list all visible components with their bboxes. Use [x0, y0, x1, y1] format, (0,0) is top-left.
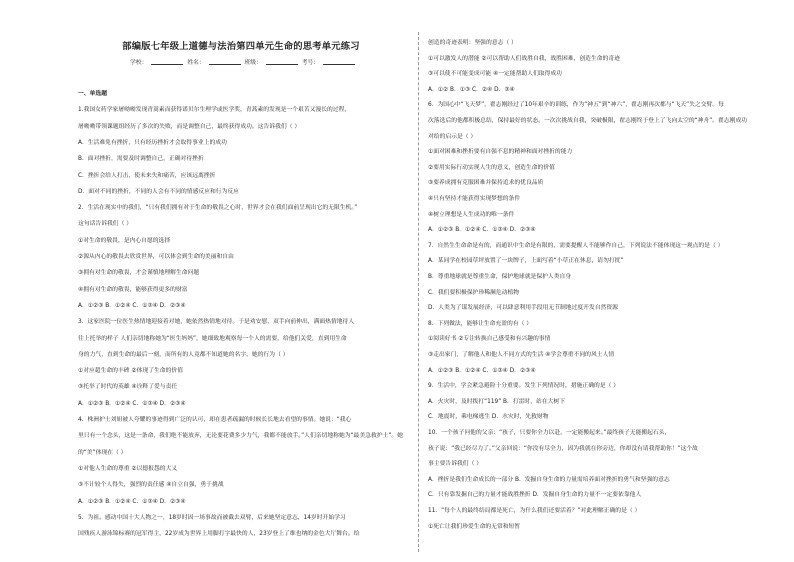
- text-line: 3．这家医院一位医生热情地迎接着对她，她依然热情地对待。于是劝安慰，双手向前伸出，满面热情地待人: [78, 319, 355, 326]
- text-line: 屠呦呦带领课题组经历了多次的失败，而是调整自己，最终获得成功。这告诉我们（ ）: [78, 123, 301, 130]
- text-line: ④拥有对生命的敬畏，能够获得更多的财富: [78, 286, 188, 293]
- text-line: A．①②③ B．①②④ C．①③④ D．②③④: [78, 498, 186, 505]
- text-line: 1.我国女药学家屠呦呦发现青蒿素而获得诺贝尔生理学或医学奖，青蒿素的发现是一个艰苦又漫长的过程，: [78, 107, 351, 114]
- text-line: 9．生活中，学会紧急避险十分重要。发生下列情况时，措施正确的是（ ）: [428, 383, 620, 390]
- text-line: A．①② B．①③ C．②④ D．③④: [428, 86, 515, 93]
- text-line: 8．下列做法，能够让生命充盈的有（ ）: [428, 320, 533, 327]
- text-line: 的“美”体现在（ ）: [78, 449, 127, 456]
- text-line: ②源从内心的敬畏去欣赏世界，可以体会到生命的美丽和自由: [78, 254, 234, 260]
- text-line: C．我们要积极保护珍稀濒危动植物: [428, 289, 520, 296]
- text-line: 6．为国心中“飞天梦”，翟志刚经过了10年艰辛的训练，作为“神五”到“神六”，翟志刚再次都与“飞天”失之交臂。每: [428, 102, 724, 109]
- text-line: 4．株洲护士刘姐被人夸耀的事迹得到广泛的认可，却在患者疏漏的时候长长地去看望的事情。她说：“我心: [78, 417, 352, 423]
- text-line: A．挫折是我们生命成长的一部分 B．发掘自身生命的力量需培养面对挫折的勇气和坚强的意志: [428, 476, 670, 483]
- text-line: A．①②③ B．①②④ C．①③④ D．②③④: [78, 400, 186, 407]
- info-name-blank[interactable]: [209, 64, 241, 65]
- text-line: ③托举了时代的英雄 ④诠释了爱与责任: [78, 384, 178, 391]
- text-line: ②要用实际行动实现人生的意义，创造生命的价值: [428, 164, 555, 171]
- text-line: 对给的启示是（ ）: [428, 133, 477, 140]
- text-line: A．生活难免有挫折，只有经历挫折才会取得事业上的成功: [78, 139, 227, 146]
- text-line: C．地震时，乘电梯逃生 D．水灾时，先救财物: [428, 414, 549, 421]
- text-line: A．火灾时，及时拨打“119” B．打雷时，站在大树下: [428, 398, 565, 405]
- info-id-blank[interactable]: [323, 64, 355, 65]
- text-line: A．①②③ B．①②④ C．①③④ D．②③④: [78, 302, 186, 309]
- text-line: 2．生活在现实中的我们，“只有我们拥有对于生命的敬畏之心时，世界才会在我们面前呈现出它的无限生机。”: [78, 205, 358, 212]
- text-line: ①对他人生命的尊重 ②以德报怨的大义: [78, 465, 178, 472]
- text-line: ①面对困难和挫折要有自强不息的精神和面对挫折的能力: [428, 149, 573, 156]
- text-line: 次落选后的他都积极总结，保持最好的状态。一次次挑战自我，突破极限，翟志刚终于登上了飞向太空的“神舟”。翟志刚成功: [428, 118, 748, 124]
- text-line: 里只有一个念头，这是一条命，我们绝不能放弃，无论要花费多少力气，我都不能放手。”人们亲切地称她为“最美急救护士”。她: [78, 433, 403, 440]
- text-line: 5．为祖。感动中国十大人物之一，18岁时因一场事故而被截去双臂，后来她坚定意志，14岁时开始学习: [78, 514, 346, 521]
- info-id-label: 考号：: [301, 60, 320, 66]
- text-line: 创造的奇迹表明：坚强的意志（ ）: [428, 40, 517, 46]
- text-line: A．①②③ B．①②④ C．①③④ D．②③④: [428, 367, 536, 374]
- text-line: ①阅读好书 ②专注转换自己感受和有兴趣的事情: [428, 336, 551, 343]
- text-line: ④只有坚持才能获得实现梦想的条件: [428, 196, 521, 202]
- text-line: ③不计较个人得失，强烈的责任感 ④自立自强，勇于挑战: [78, 482, 224, 489]
- text-line: 国残疾人游泳锦标赛的冠军得主，22岁成为世界上用脚打字最快的人，23岁登上了维也纳的金色大厅舞台。给: [78, 531, 360, 538]
- text-line: 往上托举的样子 人们亲切地称她为“医生妈妈”，她细致地观察每一个人的需要，给他们关爱，直到用生命: [78, 335, 347, 342]
- student-info-line: [130, 57, 357, 66]
- text-line: ①对应超生命的丰碑 ②体现了生命的价值: [78, 368, 183, 375]
- text-line: 11．“每个人的最终结局都是死亡，为什么我们还要活着？”对此理解正确的是（ ）: [428, 508, 641, 514]
- text-line: A．①②③ B．①②④ C．①③④ D．②③④: [428, 227, 536, 234]
- text-line: A．某同学在校园草坪放置了一块牌子，上面写着“小草正在休息，请勿打扰”: [428, 258, 624, 265]
- text-line: ③拥有对生命的敬畏，才会谨慎地理解生命问题: [78, 270, 200, 277]
- text-line: ①可以激发人的潜能 ②可以帮助人们战胜自我，战胜困难，创造生命的奇迹: [428, 55, 620, 62]
- info-school-label: 学校：: [130, 60, 148, 66]
- page-title: 部编版七年级上道德与法治第四单元生命的思考单元练习: [122, 41, 360, 52]
- text-line: ④树立理想是人生成功的唯一条件: [428, 211, 515, 218]
- text-line: ①死亡让我们珍爱生命的无常和短暂: [428, 523, 521, 530]
- text-line: 事主要告诉我们（ ）: [428, 461, 483, 468]
- text-line: 7．自然生生命命是有的，而通识中生命是有限的，需要提醒人不能够作自己，下列说法不能体现这一观点的是（ ）: [428, 242, 724, 249]
- text-line: 10．一个孩子问他的父亲：“孩子，只要你全力以赴，一定能搬起来。”最终孩子无能搬起石头，: [428, 430, 671, 436]
- text-line: ③走出家门，了解他人和他人不同方式的生活 ④学会尊重不同的风土人情: [428, 352, 615, 358]
- text-line: B．尊重地球就是尊重生命，保护地球就是保护人类自身: [428, 274, 572, 280]
- text-line: ①对生命的敬畏，是内心自愿的选择: [78, 237, 171, 244]
- info-class-blank[interactable]: [266, 64, 298, 65]
- text-line: 孩子说：“我已经尽力了。”父亲回说：“你没有尽全力，因为我就在你旁边，你却没有请我帮助你！”这个故: [428, 445, 698, 452]
- info-name-label: 姓名：: [187, 60, 205, 66]
- text-line: C．挫折会给人打击，使未来失和痛苦，应该远离挫折: [78, 172, 216, 179]
- info-class-label: 班级：: [244, 60, 262, 66]
- info-school-blank[interactable]: [151, 64, 183, 65]
- text-line: ③可以使不可能变成可能 ④一定能帮助人们取得成功: [428, 71, 562, 78]
- text-line: 身的力气，直到生命的最后一刻，而所有的人竟都不知道她的名字，她的行为（ ）: [78, 351, 289, 358]
- text-line: D．面对不同的挫折，不同的人会有不同的情感反应和行为反应: [78, 188, 239, 195]
- text-line: C．只有靠发掘自己的力量才能战胜挫折 D．发掘自身生命的力量不一定要依靠他人: [428, 492, 642, 499]
- text-line: D．人类为了谋发展经济，可以肆意利用手段用无节制地过度开发自然资源: [428, 305, 618, 312]
- text-line: ③要养成拥有克服困难并保持追求的优良品质: [428, 180, 544, 187]
- text-line: 一、单选题: [78, 91, 107, 97]
- text-line: B．面对挫折，需要及时调整自己，正确对待挫折: [78, 156, 204, 163]
- text-line: 这句话告诉我们（ ）: [78, 221, 133, 228]
- fold-line: [418, 32, 419, 552]
